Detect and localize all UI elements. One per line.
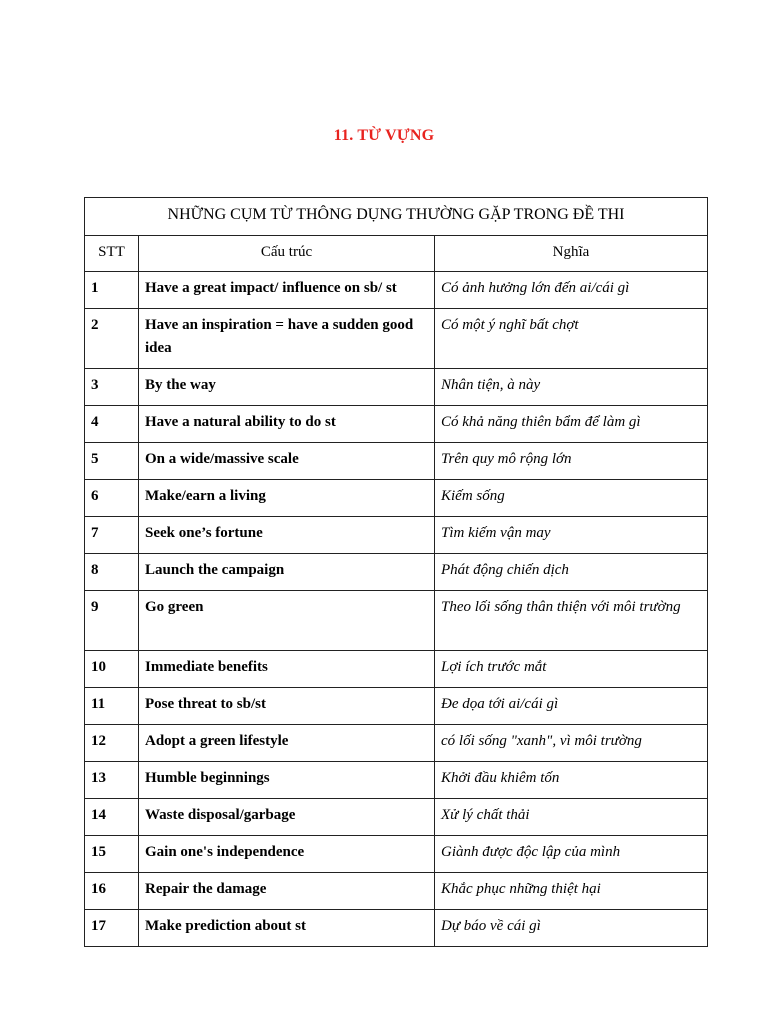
row-structure: Have a great impact/ influence on sb/ st bbox=[139, 272, 435, 309]
row-structure: Adopt a green lifestyle bbox=[139, 725, 435, 762]
section-title: 11. TỪ VỰNG bbox=[333, 127, 435, 144]
table-row bbox=[85, 554, 708, 591]
row-structure: Have a natural ability to do st bbox=[139, 406, 435, 443]
row-meaning: Phát động chiến dịch bbox=[435, 554, 708, 591]
table-row bbox=[85, 591, 708, 651]
header-stt: STT bbox=[85, 236, 139, 272]
row-structure: Seek one’s fortune bbox=[139, 517, 435, 554]
row-structure: Make/earn a living bbox=[139, 480, 435, 517]
row-number: 16 bbox=[85, 873, 139, 910]
row-structure: Have an inspiration = have a sudden good idea bbox=[139, 309, 435, 369]
row-meaning: Xử lý chất thải bbox=[435, 799, 708, 836]
row-meaning: Tìm kiếm vận may bbox=[435, 517, 708, 554]
row-number: 9 bbox=[85, 591, 139, 651]
row-number: 13 bbox=[85, 762, 139, 799]
row-number: 5 bbox=[85, 443, 139, 480]
row-number: 7 bbox=[85, 517, 139, 554]
row-meaning: Lợi ích trước mắt bbox=[435, 651, 708, 688]
table-row bbox=[85, 309, 708, 369]
table-row bbox=[85, 762, 708, 799]
row-meaning: Theo lối sống thân thiện với môi trường bbox=[435, 591, 708, 651]
header-structure: Cấu trúc bbox=[139, 236, 435, 272]
vocabulary-table-body bbox=[85, 198, 708, 947]
row-structure: Humble beginnings bbox=[139, 762, 435, 799]
row-structure: By the way bbox=[139, 369, 435, 406]
header-meaning: Nghĩa bbox=[435, 236, 708, 272]
table-row bbox=[85, 651, 708, 688]
row-structure: Waste disposal/garbage bbox=[139, 799, 435, 836]
table-row bbox=[85, 517, 708, 554]
row-number: 2 bbox=[85, 309, 139, 369]
table-row bbox=[85, 406, 708, 443]
table-row bbox=[85, 688, 708, 725]
table-row bbox=[85, 369, 708, 406]
row-number: 1 bbox=[85, 272, 139, 309]
row-structure: Gain one's independence bbox=[139, 836, 435, 873]
row-meaning: Khởi đầu khiêm tốn bbox=[435, 762, 708, 799]
row-meaning: Giành được độc lập của mình bbox=[435, 836, 708, 873]
row-meaning: Trên quy mô rộng lớn bbox=[435, 443, 708, 480]
row-number: 3 bbox=[85, 369, 139, 406]
row-number: 10 bbox=[85, 651, 139, 688]
table-header-row bbox=[85, 236, 708, 272]
row-number: 14 bbox=[85, 799, 139, 836]
row-meaning: có lối sống "xanh", vì môi trường bbox=[435, 725, 708, 762]
row-meaning: Khắc phục những thiệt hại bbox=[435, 873, 708, 910]
vocabulary-table bbox=[84, 197, 708, 947]
row-number: 4 bbox=[85, 406, 139, 443]
row-meaning: Có ảnh hưởng lớn đến ai/cái gì bbox=[435, 272, 708, 309]
row-number: 6 bbox=[85, 480, 139, 517]
row-structure: Repair the damage bbox=[139, 873, 435, 910]
table-row bbox=[85, 725, 708, 762]
row-meaning: Kiếm sống bbox=[435, 480, 708, 517]
row-number: 17 bbox=[85, 910, 139, 947]
table-row bbox=[85, 480, 708, 517]
table-row bbox=[85, 910, 708, 947]
row-meaning: Có một ý nghĩ bất chợt bbox=[435, 309, 708, 369]
table-row bbox=[85, 836, 708, 873]
row-meaning: Nhân tiện, à này bbox=[435, 369, 708, 406]
table-row bbox=[85, 443, 708, 480]
table-caption: NHỮNG CỤM TỪ THÔNG DỤNG THƯỜNG GẶP TRONG ĐỀ THI bbox=[85, 198, 708, 236]
row-structure: Immediate benefits bbox=[139, 651, 435, 688]
row-structure: Go green bbox=[139, 591, 435, 651]
table-row bbox=[85, 873, 708, 910]
table-caption-row bbox=[85, 198, 708, 236]
row-number: 11 bbox=[85, 688, 139, 725]
table-row bbox=[85, 799, 708, 836]
table-row bbox=[85, 272, 708, 309]
row-structure: Launch the campaign bbox=[139, 554, 435, 591]
row-structure: Make prediction about st bbox=[139, 910, 435, 947]
row-meaning: Dự báo về cái gì bbox=[435, 910, 708, 947]
row-number: 12 bbox=[85, 725, 139, 762]
row-structure: Pose threat to sb/st bbox=[139, 688, 435, 725]
row-number: 8 bbox=[85, 554, 139, 591]
row-number: 15 bbox=[85, 836, 139, 873]
row-meaning: Có khả năng thiên bẩm để làm gì bbox=[435, 406, 708, 443]
row-structure: On a wide/massive scale bbox=[139, 443, 435, 480]
row-meaning: Đe dọa tới ai/cái gì bbox=[435, 688, 708, 725]
